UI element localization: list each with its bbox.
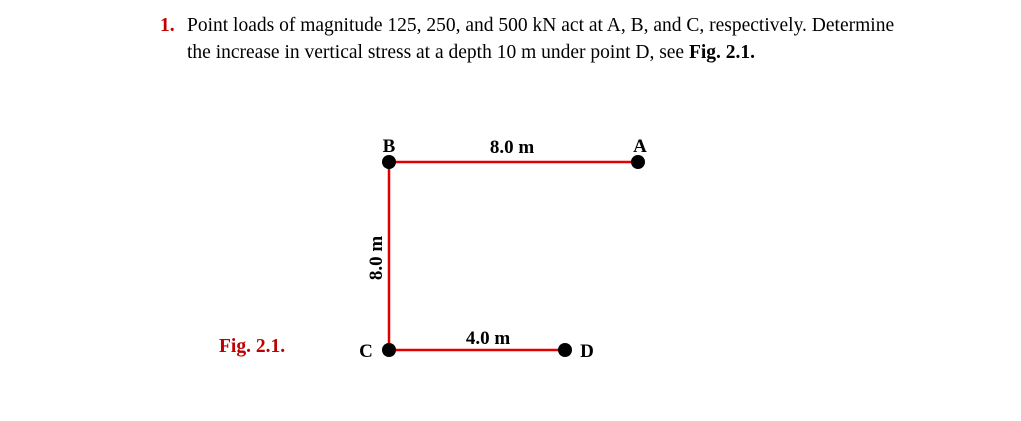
diagram-lines bbox=[389, 162, 638, 350]
point-a-marker bbox=[631, 155, 645, 169]
label-b: B bbox=[382, 136, 396, 157]
point-b-marker bbox=[382, 155, 396, 169]
dimension-ab: 8.0 m bbox=[489, 137, 535, 158]
figure-caption: Fig. 2.1. bbox=[219, 336, 286, 357]
point-c-marker bbox=[382, 343, 396, 357]
label-a: A bbox=[633, 136, 647, 157]
figure-reference: Fig. 2.1. bbox=[688, 42, 756, 63]
problem-number: 1. bbox=[160, 15, 175, 36]
label-d: D bbox=[580, 341, 594, 362]
problem-body: Point loads of magnitude 125, 250, and 500 kN act at A, B, and C, respectively. Determine the increase in vertical stress at a depth 10 m under point D, see bbox=[187, 15, 895, 63]
point-d-marker bbox=[558, 343, 572, 357]
label-c: C bbox=[359, 341, 373, 362]
dimension-cd: 4.0 m bbox=[465, 328, 511, 349]
dimension-bc: 8.0 m bbox=[366, 235, 387, 281]
